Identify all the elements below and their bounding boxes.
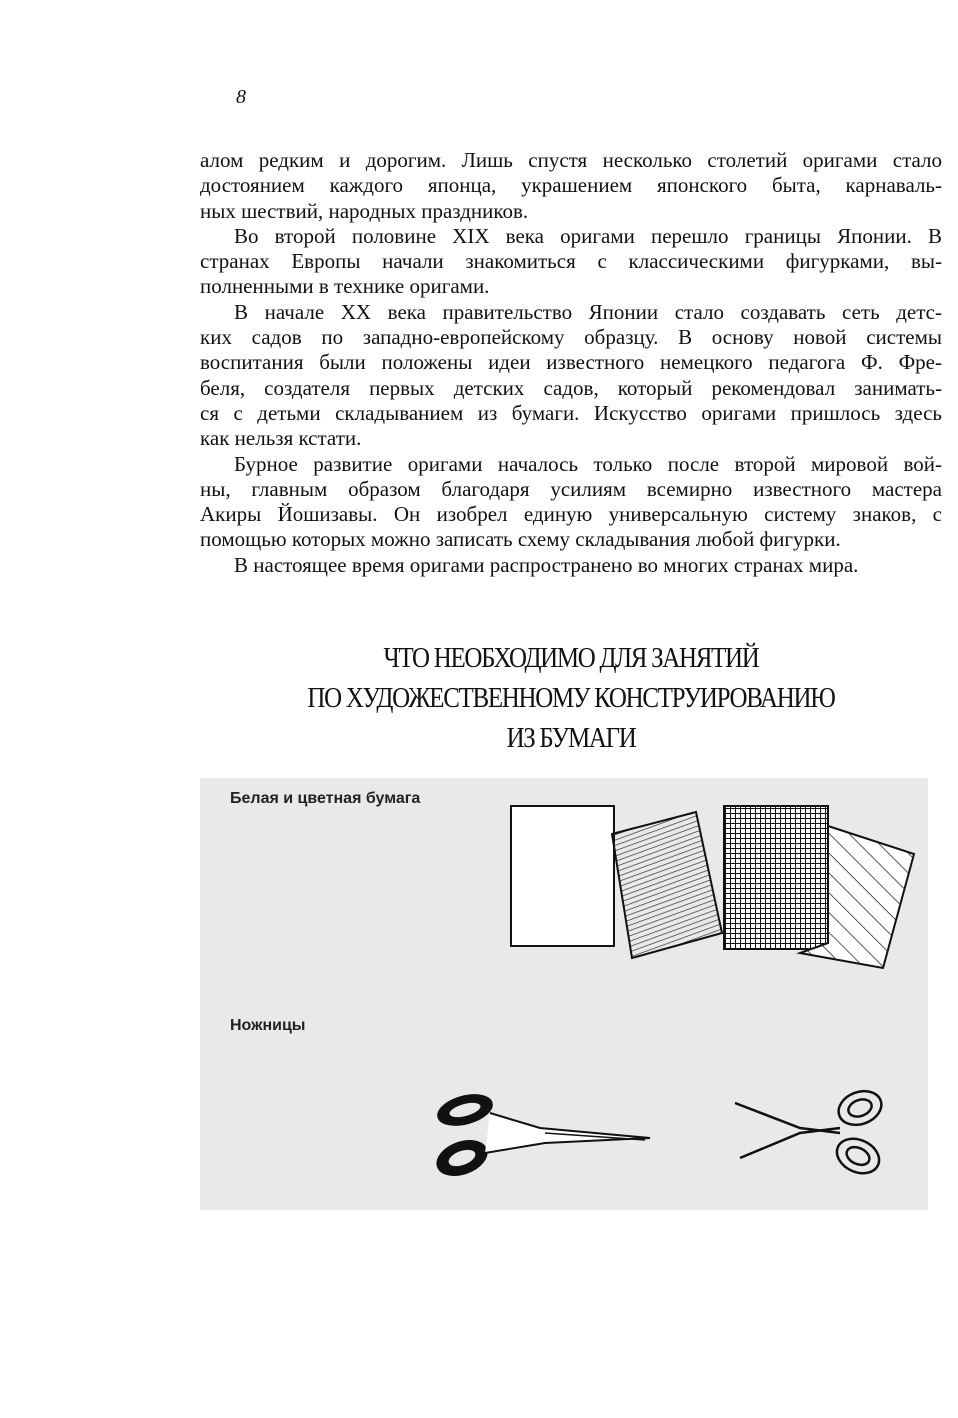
paper-label: Белая и цветная бумага <box>230 790 421 807</box>
checkered-paper-sheet <box>724 806 828 949</box>
heading-line: ИЗ БУМАГИ <box>506 722 636 754</box>
text-line: В начале XX века правительство Японии стало создавать сеть детс- <box>234 299 942 324</box>
section-heading <box>200 638 942 758</box>
text-line: Во второй половине XIX века оригами перешло границы Японии. В <box>234 223 942 248</box>
text-line: как нельзя кстати. <box>200 426 362 451</box>
text-line: ся с детьми складыванием из бумаги. Искусство оригами пришлось здесь <box>200 400 942 425</box>
text-line: воспитания были положены идеи известного немецкого педагога Ф. Фре- <box>200 350 942 375</box>
heading-line: ЧТО НЕОБХОДИМО ДЛЯ ЗАНЯТИЙ <box>383 642 759 674</box>
text-line: беля, создателя первых детских садов, который рекомендовал занимать- <box>200 375 942 400</box>
paragraph <box>200 224 942 300</box>
text-line: полненными в технике оригами. <box>200 274 490 299</box>
paragraph <box>200 452 942 553</box>
scissors-right <box>735 1085 886 1179</box>
text-line: алом редким и дорогим. Лишь спустя несколько столетий оригами стало <box>200 148 942 172</box>
text-line: ных шествий, народных праздников. <box>200 198 529 223</box>
heading-line: ПО ХУДОЖЕСТВЕННОМУ КОНСТРУИРОВАНИЮ <box>307 682 835 714</box>
scissors-label: Ножницы <box>230 1017 306 1034</box>
paragraph <box>200 300 942 452</box>
paragraph <box>200 553 942 578</box>
illustration-drawing <box>200 778 928 1210</box>
page-number: 8 <box>236 86 246 108</box>
paragraph <box>200 148 942 224</box>
white-paper-sheet <box>511 806 614 946</box>
text-line: Акиры Йошизавы. Он изобрел единую универсальную систему знаков, с <box>200 502 942 527</box>
materials-illustration <box>200 778 928 1210</box>
text-line: Бурное развитие оригами началось только после второй мировой вой- <box>234 451 942 476</box>
striped-paper-sheet <box>612 812 722 958</box>
text-line: достоянием каждого японца, украшением японского быта, карнаваль- <box>200 173 942 198</box>
text-line: помощью которых можно записать схему складывания любой фигурки. <box>200 527 841 552</box>
text-line: ких садов по западно-европейскому образцу. В основу новой системы <box>200 325 942 350</box>
scissors-left <box>432 1089 650 1182</box>
text-line: странах Европы начали знакомиться с классическими фигурками, вы- <box>200 249 942 274</box>
text-line: ны, главным образом благодаря усилиям всемирно известного мастера <box>200 476 942 501</box>
body-text <box>200 148 942 578</box>
text-line: В настоящее время оригами распространено во многих странах мира. <box>234 552 859 577</box>
